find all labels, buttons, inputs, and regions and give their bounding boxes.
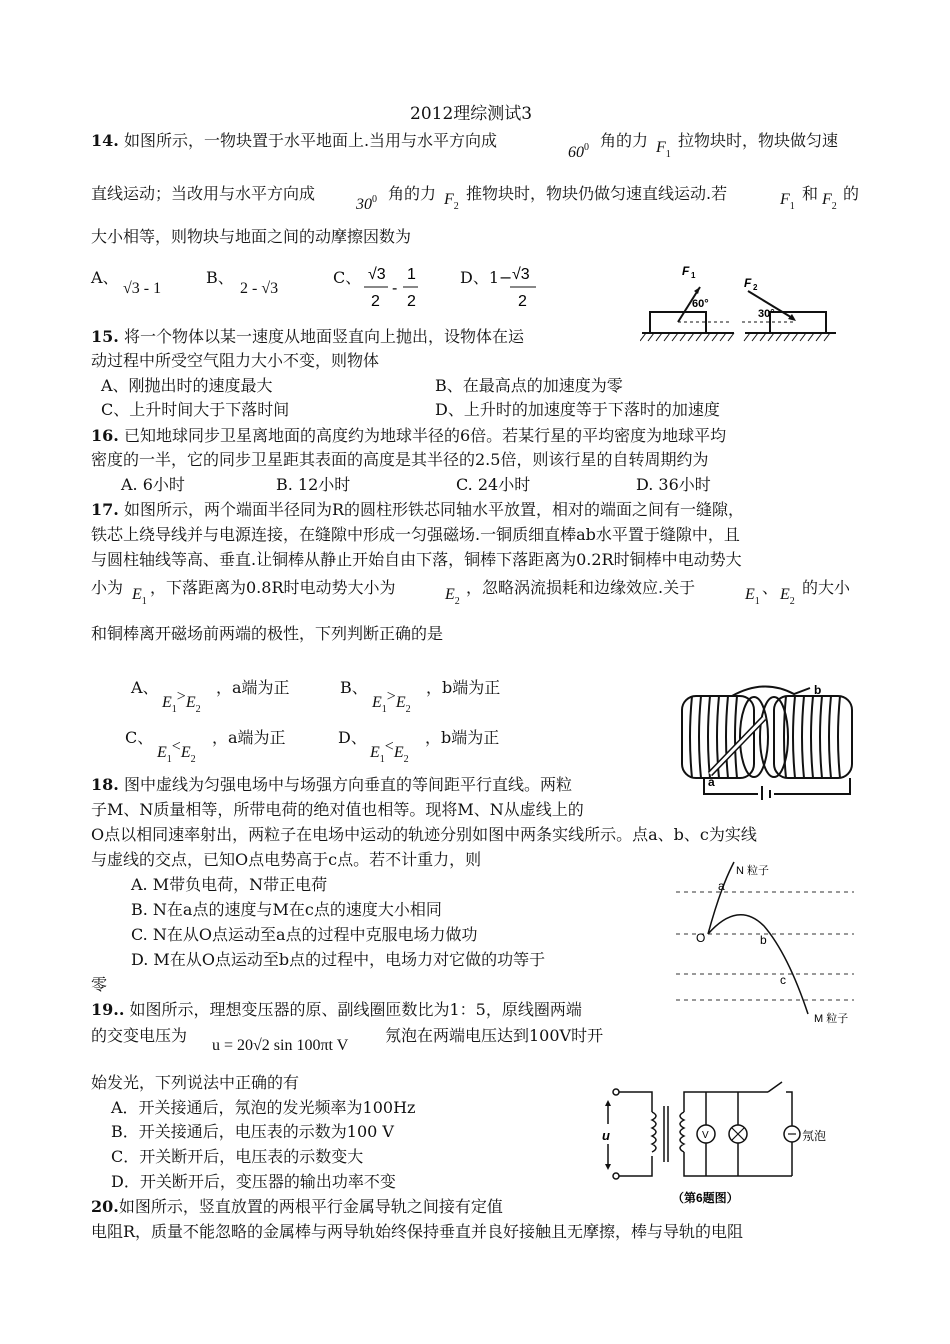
q15-number: 15.	[91, 327, 119, 346]
q17-text-4b: ，下落距离为0.8R时电动势大小为	[150, 578, 396, 597]
q14-angle-60: $60^0$	[568, 142, 589, 161]
q17-line2: 铁芯上绕导线并与电源连接，在缝隙中形成一匀强磁场.一铜质细直棒ab水平置于缝隙中，且	[91, 525, 740, 544]
q18-figure	[668, 850, 858, 1028]
q17-option-D-tail: ，b端为正	[425, 728, 500, 747]
svg-text:O: O	[696, 931, 706, 945]
q17-option-A-tail: ，a端为正	[216, 678, 290, 697]
svg-text:F: F	[744, 276, 752, 290]
q14-text-1c: 拉物块时，物块做匀速	[678, 131, 839, 150]
q16-line1: 16. 已知地球同步卫星离地面的高度约为地球半径的6倍。若某行星的平均密度为地球平均	[91, 426, 727, 445]
q20-line2: 电阻R，质量不能忽略的金属棒与两导轨始终保持垂直并良好接触且无摩擦，棒与导轨的电阻	[91, 1222, 744, 1241]
q17-option-A-expr: $E_1>E_2$	[162, 688, 201, 715]
q14-F2: $F_2$	[444, 191, 459, 212]
q18-option-D-cont: 零	[91, 975, 108, 994]
q19-option-B: B．开关接通后，电压表的示数为100 V	[111, 1122, 394, 1141]
svg-text:u: u	[602, 1128, 610, 1143]
q17-option-C: C、	[125, 728, 154, 747]
q18-option-C: C. N在从O点运动至a点的过程中克服电场力做功	[131, 925, 478, 944]
q14-F1: $F_1$	[656, 139, 671, 160]
q17-line3: 与圆柱轴线等高、垂直.让铜棒从静止开始自由下落，铜棒下落距离为0.2R时铜棒中电动势大	[91, 550, 742, 569]
q14-F1-b: $F_1$	[780, 191, 795, 212]
svg-text:60°: 60°	[692, 298, 709, 310]
svg-text:b: b	[760, 933, 767, 947]
q14-option-C: C、	[333, 268, 362, 287]
q14-text-2d: 和	[802, 184, 819, 203]
q18-option-A: A. M带负电荷，N带正电荷	[131, 875, 328, 894]
q20-line1: 20.如图所示，竖直放置的两根平行金属导轨之间接有定值	[91, 1197, 503, 1216]
page-title: 2012理综测试3	[410, 104, 533, 124]
q14-option-B-value: 2 - √3	[240, 280, 279, 297]
q17-figure	[674, 682, 870, 802]
svg-text:a: a	[708, 775, 715, 789]
svg-text:√3: √3	[368, 266, 386, 283]
q14-text-2c: 推物块时，物块仍做匀速直线运动.若	[466, 184, 728, 203]
q15-option-B: B、在最高点的加速度为零	[435, 376, 623, 395]
q15-option-C: C、上升时间大于下落时间	[101, 400, 290, 419]
q18-line1: 18. 图中虚线为匀强电场中与场强方向垂直的等间距平行直线。两粒	[91, 775, 572, 794]
q16-option-D: D. 36小时	[636, 475, 711, 494]
svg-text:氖泡: 氖泡	[802, 1129, 827, 1143]
svg-text:2: 2	[518, 293, 527, 310]
q14-text-1a: 如图所示，一物块置于水平地面上.当用与水平方向成	[123, 131, 498, 150]
q18-option-D: D. M在从O点运动至b点的过程中，电场力对它做的功等于	[131, 950, 546, 969]
svg-text:√3: √3	[512, 266, 530, 283]
q17-option-C-tail: ，a端为正	[212, 728, 286, 747]
q17-option-B-tail: ，b端为正	[426, 678, 501, 697]
q19-option-C: C．开关断开后，电压表的示数变大	[111, 1147, 364, 1166]
q14-option-A-value: √3 - 1	[123, 280, 162, 297]
q16-number: 16.	[91, 426, 119, 445]
q14-option-D-value	[508, 262, 542, 314]
svg-text:-: -	[392, 280, 398, 297]
svg-text:N 粒子: N 粒子	[736, 865, 769, 877]
q14-line1	[91, 131, 497, 151]
q18-line4: 与虚线的交点，已知O点电势高于c点。若不计重力，则	[91, 850, 482, 869]
q19-text-2a: 的交变电压为	[91, 1026, 188, 1045]
svg-text:2: 2	[753, 283, 758, 292]
q17-text-4c: ，忽略涡流损耗和边缘效应.关于	[466, 578, 696, 597]
q14-F2-b: $F_2$	[822, 191, 837, 212]
svg-text:c: c	[780, 973, 786, 987]
q14-figure	[640, 255, 840, 345]
q20-number: 20.	[91, 1197, 119, 1216]
q18-number: 18.	[91, 775, 119, 794]
q19-number: 19..	[91, 1000, 125, 1019]
q16-option-C: C. 24小时	[456, 475, 531, 494]
q14-text-2b: 角的力	[388, 184, 437, 203]
q19-text-2b: 氖泡在两端电压达到100V时开	[385, 1026, 604, 1045]
q15-option-A: A、刚抛出时的速度最大	[101, 376, 273, 395]
q14-text-3: 大小相等，则物块与地面之间的动摩擦因数为	[91, 227, 412, 246]
q14-option-D: D、1−	[460, 268, 513, 287]
q17-text-4a: 小为	[91, 578, 124, 597]
svg-text:2: 2	[407, 293, 416, 310]
q18-line3: O点以相同速率射出，两粒子在电场中运动的轨迹分别如图中两条实线所示。点a、b、c为实线	[91, 825, 757, 844]
q14-option-C-value	[360, 262, 430, 314]
svg-text:a: a	[718, 879, 725, 893]
q18-option-B: B. N在a点的速度与M在c点的速度大小相同	[131, 900, 442, 919]
q18-line2: 子M、N质量相等，所带电荷的绝对值也相等。现将M、N从虚线上的	[91, 800, 584, 819]
svg-text:2: 2	[371, 293, 380, 310]
svg-text:（第6题图）: （第6题图）	[672, 1191, 739, 1205]
q17-E2-b: $E_2$	[780, 586, 795, 607]
q19-option-A: A．开关接通后，氖泡的发光频率为100Hz	[111, 1098, 416, 1117]
q14-option-A: A、	[91, 268, 119, 287]
q19-line3: 始发光，下列说法中正确的有	[91, 1073, 300, 1092]
svg-text:b: b	[814, 683, 822, 697]
q14-option-B: B、	[206, 268, 234, 287]
q14-angle-30: $30^0$	[356, 194, 377, 213]
q17-text-4d: 、	[762, 578, 779, 597]
q17-E2: $E_2$	[445, 586, 460, 607]
q17-line5: 和铜棒离开磁场前两端的极性，下列判断正确的是	[91, 624, 444, 643]
q17-option-B: B、	[340, 678, 368, 697]
q17-number: 17.	[91, 500, 119, 519]
q19-formula: u = 20√2 sin 100πt V	[212, 1037, 349, 1054]
q15-line2: 动过程中所受空气阻力大小不变，则物体	[91, 351, 380, 370]
q17-option-A: A、	[131, 678, 159, 697]
q17-E1: $E_1$	[132, 586, 147, 607]
q17-option-D: D、	[338, 728, 367, 747]
q17-option-D-expr: $E_1<E_2$	[370, 738, 409, 765]
svg-text:F: F	[682, 264, 690, 278]
q14-number: 14.	[91, 131, 119, 150]
q16-option-A: A. 6小时	[121, 475, 185, 494]
q17-text-4e: 的大小	[802, 578, 851, 597]
svg-text:30°: 30°	[758, 308, 775, 320]
q16-line2: 密度的一半，它的同步卫星距其表面的高度是其半径的2.5倍，则该行星的自转周期约为	[91, 450, 709, 469]
q19-line1: 19.. 如图所示，理想变压器的原、副线圈匝数比为1：5，原线圈两端	[91, 1000, 582, 1019]
svg-text:M 粒子: M 粒子	[814, 1013, 849, 1025]
svg-text:1: 1	[691, 271, 696, 280]
q17-E1-b: $E_1$	[745, 586, 760, 607]
q14-text-2a: 直线运动；当改用与水平方向成	[91, 184, 316, 203]
q15-option-D: D、上升时的加速度等于下落时的加速度	[435, 400, 720, 419]
q17-option-B-expr: $E_1>E_2$	[372, 688, 411, 715]
svg-text:V: V	[702, 1130, 709, 1141]
svg-text:1: 1	[407, 266, 416, 283]
q15-line1: 15. 将一个物体以某一速度从地面竖直向上抛出，设物体在运	[91, 327, 524, 346]
q16-option-B: B. 12小时	[276, 475, 351, 494]
q14-text-1b: 角的力	[600, 131, 649, 150]
q19-figure	[600, 1076, 830, 1206]
q14-text-2e: 的	[843, 184, 860, 203]
fraction-C	[360, 262, 430, 314]
q19-option-D: D．开关断开后，变压器的输出功率不变	[111, 1172, 396, 1191]
q17-line1: 17. 如图所示，两个端面半径同为R的圆柱形铁芯同轴水平放置，相对的端面之间有一缝隙，	[91, 500, 744, 519]
q17-option-C-expr: $E_1<E_2$	[157, 738, 196, 765]
